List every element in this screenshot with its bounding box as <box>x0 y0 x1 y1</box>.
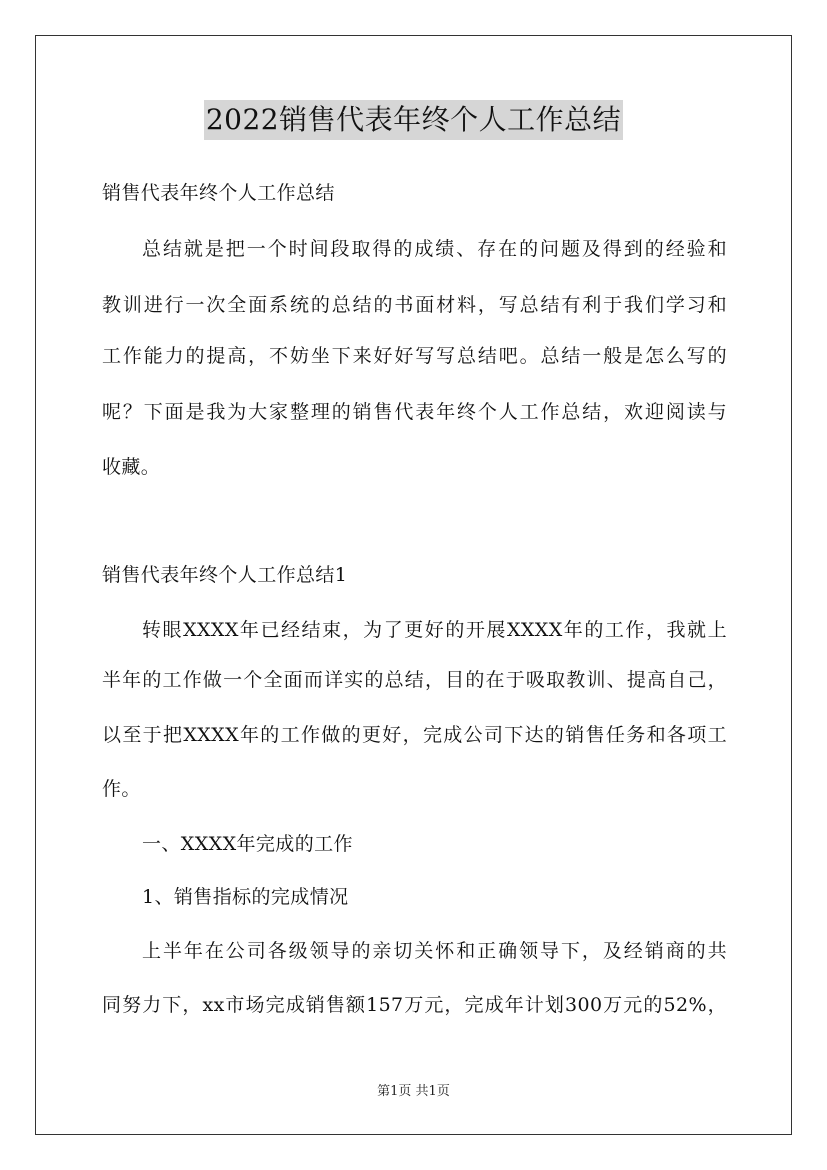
paragraph-line: 作。 <box>102 778 141 800</box>
intro-line: 教训进行一次全面系统的总结的书面材料，写总结有利于我们学习和 <box>102 294 727 316</box>
intro-line: 工作能力的提高，不妨坐下来好好写写总结吧。总结一般是怎么写的 <box>102 345 727 367</box>
intro-line: 总结就是把一个时间段取得的成绩、存在的问题及得到的经验和 <box>142 238 727 260</box>
paragraph-line: 转眼XXXX年已经结束，为了更好的开展XXXX年的工作，我就上 <box>142 619 727 641</box>
section-heading: 销售代表年终个人工作总结1 <box>102 564 348 586</box>
intro-line: 呢？下面是我为大家整理的销售代表年终个人工作总结，欢迎阅读与 <box>102 401 727 423</box>
subtitle: 销售代表年终个人工作总结 <box>102 182 335 204</box>
paragraph-line: 半年的工作做一个全面而详实的总结，目的在于吸取教训、提高自己， <box>102 669 727 691</box>
paragraph-line: 上半年在公司各级领导的亲切关怀和正确领导下，及经销商的共 <box>142 940 727 962</box>
paragraph-line: 以至于把XXXX年的工作做的更好，完成公司下达的销售任务和各项工 <box>102 724 727 746</box>
document-title: 2022销售代表年终个人工作总结 <box>204 100 623 140</box>
subheading: 一、XXXX年完成的工作 <box>142 833 353 855</box>
title-container <box>0 100 827 140</box>
subheading: 1、销售指标的完成情况 <box>142 886 349 908</box>
page-footer: 第1页 共1页 <box>377 1084 450 1099</box>
paragraph-line: 同努力下，xx市场完成销售额157万元，完成年计划300万元的52%， <box>102 994 727 1016</box>
intro-line: 收藏。 <box>102 456 161 478</box>
